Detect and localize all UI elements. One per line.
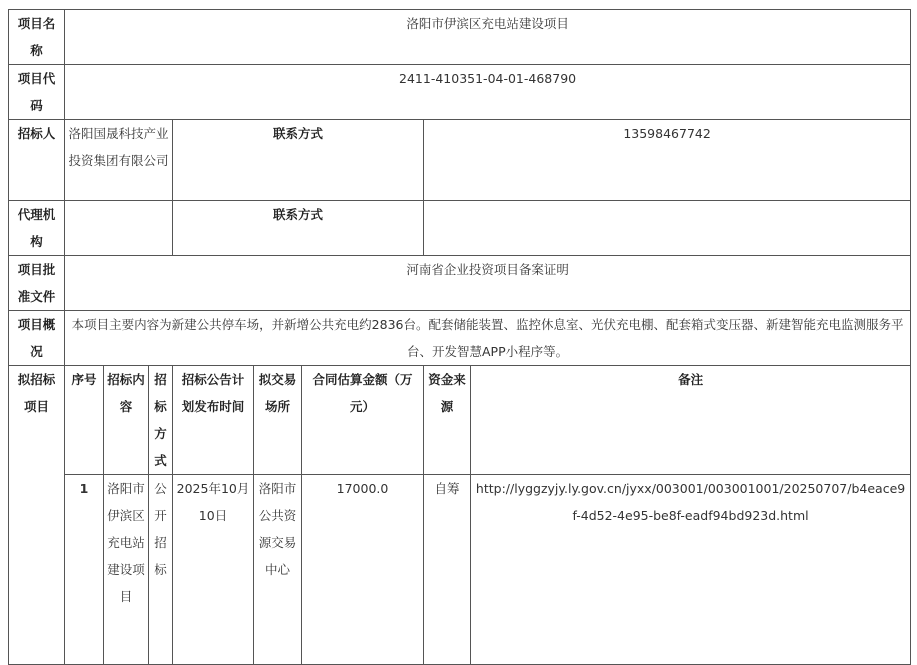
row-method: 公开招标 xyxy=(149,475,173,665)
agency-contact-value xyxy=(424,201,911,256)
approval-doc-row xyxy=(9,256,911,311)
header-funding: 资金来源 xyxy=(424,366,471,475)
project-info-table xyxy=(8,9,911,665)
overview-value: 本项目主要内容为新建公共停车场，并新增公共充电约2836台。配套储能装置、监控休息室、光伏充电棚、配套箱式变压器、新建智能充电监测服务平台、开发智慧APP小程序等。 xyxy=(65,311,911,366)
overview-label: 项目概况 xyxy=(9,311,65,366)
tenderer-contact-value: 13598467742 xyxy=(424,120,911,201)
row-amount: 17000.0 xyxy=(302,475,424,665)
agency-value xyxy=(65,201,173,256)
row-content: 洛阳市伊滨区充电站建设项目 xyxy=(104,475,149,665)
tenderer-label: 招标人 xyxy=(9,120,65,201)
approval-doc-label: 项目批准文件 xyxy=(9,256,65,311)
header-amount: 合同估算金额（万元） xyxy=(302,366,424,475)
project-name-value: 洛阳市伊滨区充电站建设项目 xyxy=(65,10,911,65)
agency-contact-label: 联系方式 xyxy=(173,201,424,256)
row-plan-date: 2025年10月10日 xyxy=(173,475,254,665)
header-remark: 备注 xyxy=(471,366,911,475)
tenderer-value: 洛阳国晟科技产业投资集团有限公司 xyxy=(65,120,173,201)
row-venue: 洛阳市公共资源交易中心 xyxy=(254,475,302,665)
project-code-label: 项目代码 xyxy=(9,65,65,120)
header-method: 招标方式 xyxy=(149,366,173,475)
tender-header-row xyxy=(9,366,911,475)
row-funding: 自筹 xyxy=(424,475,471,665)
agency-label: 代理机构 xyxy=(9,201,65,256)
row-seq: 1 xyxy=(65,475,104,665)
header-plan-date: 招标公告计划发布时间 xyxy=(173,366,254,475)
project-code-row xyxy=(9,65,911,120)
agency-row xyxy=(9,201,911,256)
header-venue: 拟交易场所 xyxy=(254,366,302,475)
project-code-value: 2411-410351-04-01-468790 xyxy=(65,65,911,120)
table-row xyxy=(9,475,911,665)
planned-tender-label: 拟招标项目 xyxy=(9,366,65,665)
project-name-row xyxy=(9,10,911,65)
overview-row xyxy=(9,311,911,366)
project-name-label: 项目名称 xyxy=(9,10,65,65)
header-content: 招标内容 xyxy=(104,366,149,475)
row-remark-link[interactable]: http://lyggzyjy.ly.gov.cn/jyxx/003001/003001001/20250707/b4eace9f-4d52-4e95-be8f-eadf94bd923d.html xyxy=(471,475,911,665)
header-seq: 序号 xyxy=(65,366,104,475)
approval-doc-value: 河南省企业投资项目备案证明 xyxy=(65,256,911,311)
tenderer-contact-label: 联系方式 xyxy=(173,120,424,201)
tenderer-row xyxy=(9,120,911,201)
